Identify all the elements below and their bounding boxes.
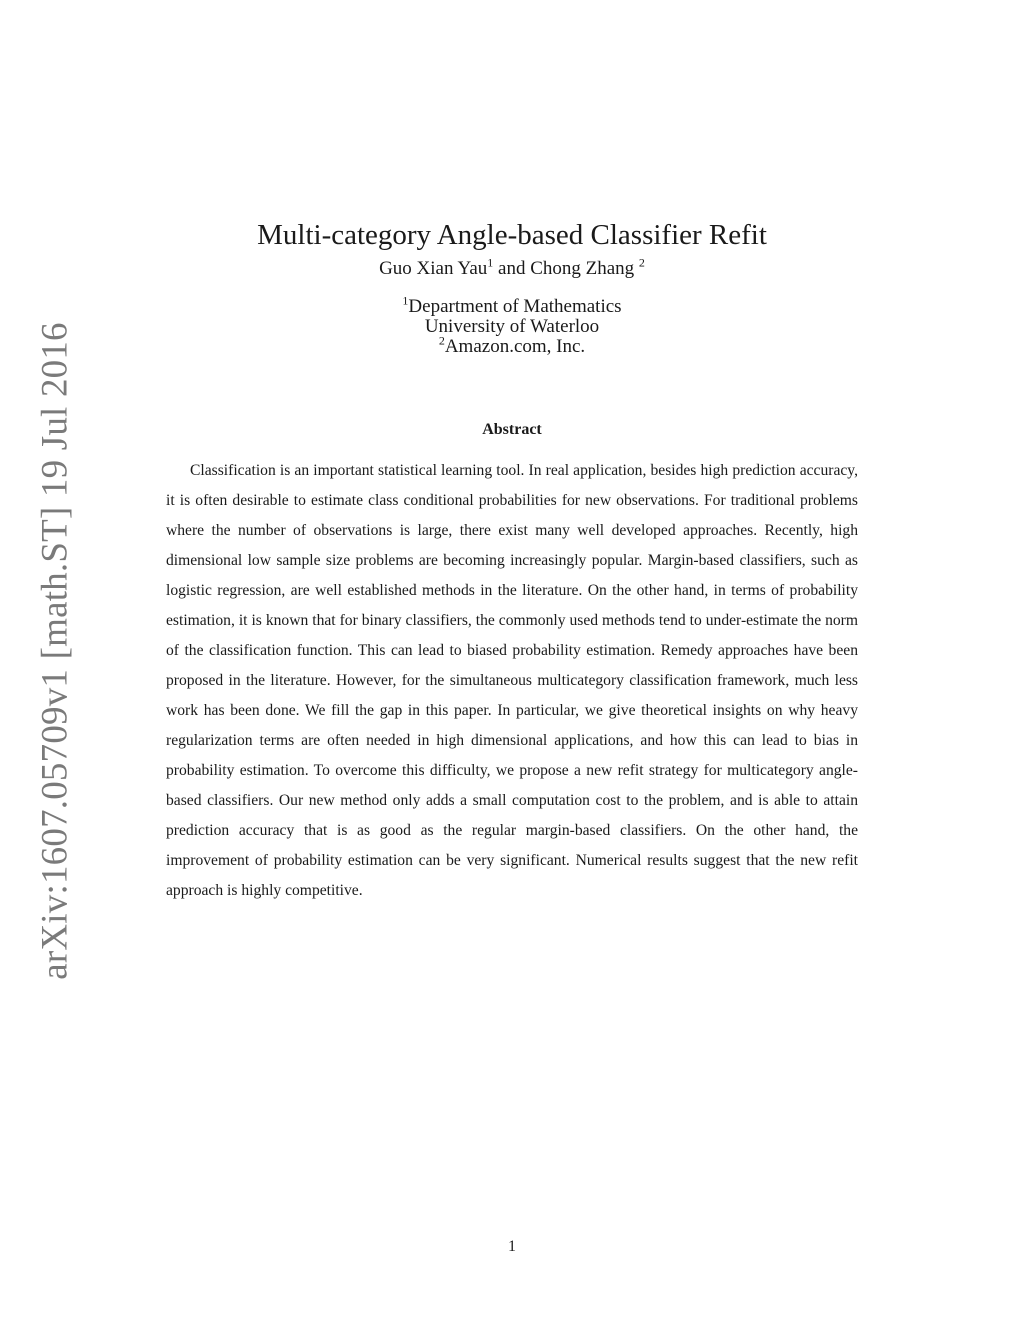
affiliation-text-2: University of Waterloo xyxy=(424,316,600,337)
abstract-body: Classification is an important statistical learning tool. In real application, besides high prediction accuracy, it is often desirable to estimate class conditional probabilities for new observations. For traditional problems where the number of observations is large, there exist many well developed approaches. Recently, high dimensional low sample size problems are becoming increasingly popular. Margin-based classifiers, such as logistic regression, are well established methods in the literature. On the other hand, in terms of probability estimation, it is known that for binary classifiers, the commonly used methods tend to under-estimate the norm of the classification function. This can lead to biased probability estimation. Remedy approaches have been proposed in the literature. However, for the simultaneous multicategory classification framework, much less work has been done. We fill the gap in this paper. In particular, we give theoretical insights on why heavy regularization terms are often needed in high dimensional applications, and how this can lead to bias in probability estimation. To overcome this difficulty, we propose a new refit strategy for multicategory angle-based classifiers. Our new method only adds a small computation cost to the problem, and is able to attain prediction accuracy that is as good as the regular margin-based classifiers. On the other hand, the improvement of probability estimation can be very significant. Numerical results suggest that the new refit approach is highly competitive. xyxy=(166,462,858,899)
abstract-heading: Abstract xyxy=(482,421,542,438)
arxiv-identifier-stamp: arXiv:1607.05709v1 [math.ST] 19 Jul 2016 xyxy=(34,322,76,980)
affiliation-mark-1: 1 xyxy=(402,293,409,308)
affiliation-text-1: Department of Mathematics xyxy=(408,296,622,317)
page-number: 1 xyxy=(508,1238,516,1255)
author-affiliation-mark-1: 1 xyxy=(487,255,494,270)
author-name-1: Guo Xian Yau xyxy=(379,258,488,279)
author-separator: and xyxy=(493,258,531,279)
affiliation-mark-3: 2 xyxy=(438,333,445,348)
affiliation-1 xyxy=(0,293,1024,317)
affiliation-3 xyxy=(0,333,1024,357)
author-line xyxy=(0,255,1024,280)
affiliation-2 xyxy=(0,317,1024,337)
affiliation-text-3: Amazon.com, Inc. xyxy=(444,336,586,357)
paper-title: Multi-category Angle-based Classifier Refit xyxy=(257,219,767,252)
author-affiliation-mark-2: 2 xyxy=(638,255,645,270)
affiliations-block xyxy=(0,293,1024,357)
author-name-2: Chong Zhang xyxy=(530,258,635,279)
